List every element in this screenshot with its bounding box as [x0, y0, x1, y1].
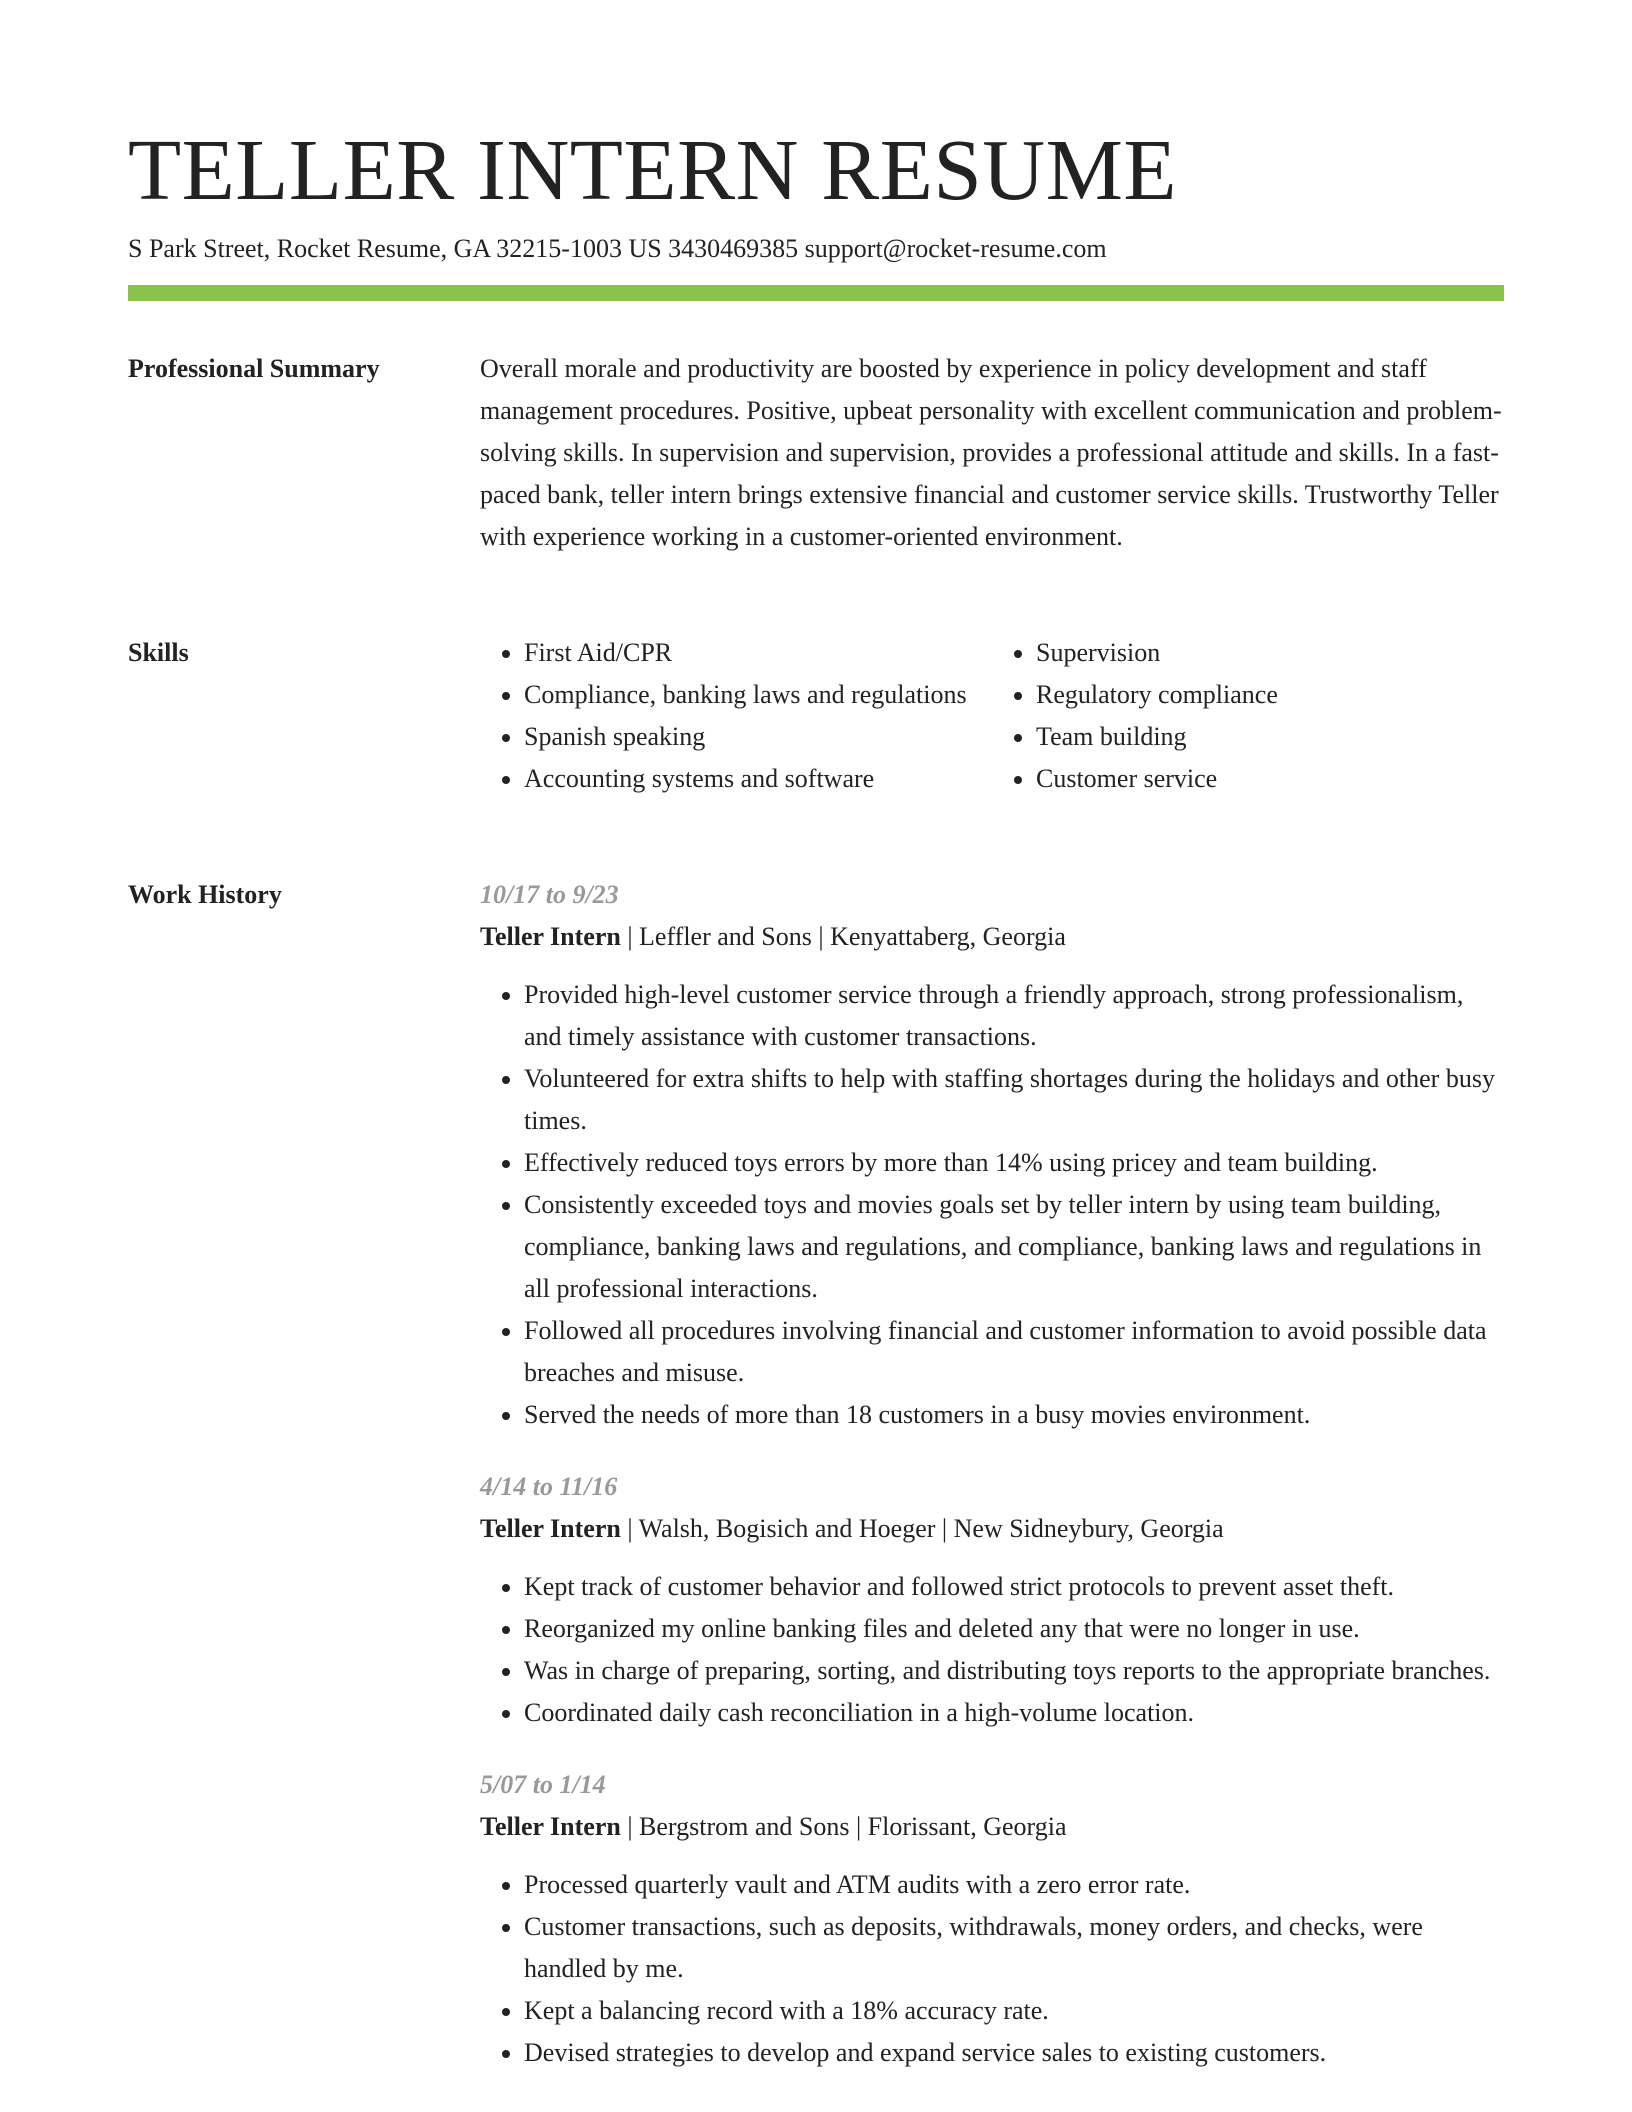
job-bullet: • Kept track of customer behavior and followed strict protocols to prevent asset theft. [524, 1566, 1504, 1608]
job-entry [480, 874, 1504, 1436]
skills-body [480, 632, 1504, 800]
job-bullet: • Was in charge of preparing, sorting, and distributing toys reports to the appropriate branches. [524, 1650, 1504, 1692]
skills-columns [480, 632, 1504, 800]
job-bullet: • Served the needs of more than 18 customers in a busy movies environment. [524, 1394, 1504, 1436]
job-title: Teller Intern [480, 1514, 621, 1543]
job-bullets [480, 974, 1504, 1436]
job-dates: 5/07 to 1/14 [480, 1770, 606, 1799]
job-bullet: • Coordinated daily cash reconciliation in a high-volume location. [524, 1692, 1504, 1734]
job-employer-location: | Bergstrom and Sons | Florissant, Georgia [620, 1812, 1067, 1841]
skill-item: • Spanish speaking [524, 716, 992, 758]
job-dates: 10/17 to 9/23 [480, 880, 619, 909]
contact-line: S Park Street, Rocket Resume, GA 32215-1003 US 3430469385 support@rocket-resume.com [128, 234, 1107, 263]
job-heading [480, 1508, 1504, 1550]
summary-heading: Professional Summary [128, 354, 380, 383]
skill-item: • Regulatory compliance [1036, 674, 1504, 716]
job-bullet: • Reorganized my online banking files and deleted any that were no longer in use. [524, 1608, 1504, 1650]
job-employer-location: | Leffler and Sons | Kenyattaberg, Georgia [620, 922, 1066, 951]
skills-list-right [992, 632, 1504, 800]
job-employer-location: | Walsh, Bogisich and Hoeger | New Sidneybury, Georgia [620, 1514, 1224, 1543]
summary-text: Overall morale and productivity are boosted by experience in policy development and staff management procedures. Positive, upbeat personality with excellent communication and problem-solving skills. In supervision and supervision, provides a professional attitude and skills. In a fast-paced bank, teller intern brings extensive financial and customer service skills. Trustworthy Teller with experience working in a customer-oriented environment. [480, 354, 1502, 551]
job-heading [480, 916, 1504, 958]
job-bullet: • Devised strategies to develop and expand service sales to existing customers. [524, 2032, 1504, 2074]
job-bullet: • Volunteered for extra shifts to help with staffing shortages during the holidays and other busy times. [524, 1058, 1504, 1142]
job-dates: 4/14 to 11/16 [480, 1472, 618, 1501]
accent-divider [128, 285, 1504, 301]
job-title: Teller Intern [480, 922, 621, 951]
skill-item: • Compliance, banking laws and regulations [524, 674, 992, 716]
skills-heading: Skills [128, 638, 189, 667]
skill-item: • First Aid/CPR [524, 632, 992, 674]
job-entry [480, 1764, 1504, 2074]
skill-item: • Customer service [1036, 758, 1504, 800]
skill-item: • Accounting systems and software [524, 758, 992, 800]
work-history-heading: Work History [128, 880, 282, 909]
job-bullets [480, 1864, 1504, 2074]
job-title: Teller Intern [480, 1812, 621, 1841]
job-bullet: • Followed all procedures involving financial and customer information to avoid possible data breaches and misuse. [524, 1310, 1504, 1394]
job-bullet: • Consistently exceeded toys and movies goals set by teller intern by using team building, compliance, banking laws and regulations, and compliance, banking laws and regulations in all professional interactions. [524, 1184, 1504, 1310]
job-bullet: • Effectively reduced toys errors by more than 14% using pricey and team building. [524, 1142, 1504, 1184]
job-bullet: • Kept a balancing record with a 18% accuracy rate. [524, 1990, 1504, 2032]
summary-body [480, 348, 1504, 558]
resume-title: TELLER INTERN RESUME [128, 121, 1178, 218]
work-history-body [480, 874, 1504, 2074]
skills-list-left [480, 632, 992, 800]
job-heading [480, 1806, 1504, 1848]
skill-item: • Supervision [1036, 632, 1504, 674]
job-bullets [480, 1566, 1504, 1734]
job-bullet: • Customer transactions, such as deposits, withdrawals, money orders, and checks, were handled by me. [524, 1906, 1504, 1990]
job-entry [480, 1466, 1504, 1734]
job-bullet: • Processed quarterly vault and ATM audits with a zero error rate. [524, 1864, 1504, 1906]
job-bullet: • Provided high-level customer service through a friendly approach, strong professionalism, and timely assistance with customer transactions. [524, 974, 1504, 1058]
skill-item: • Team building [1036, 716, 1504, 758]
